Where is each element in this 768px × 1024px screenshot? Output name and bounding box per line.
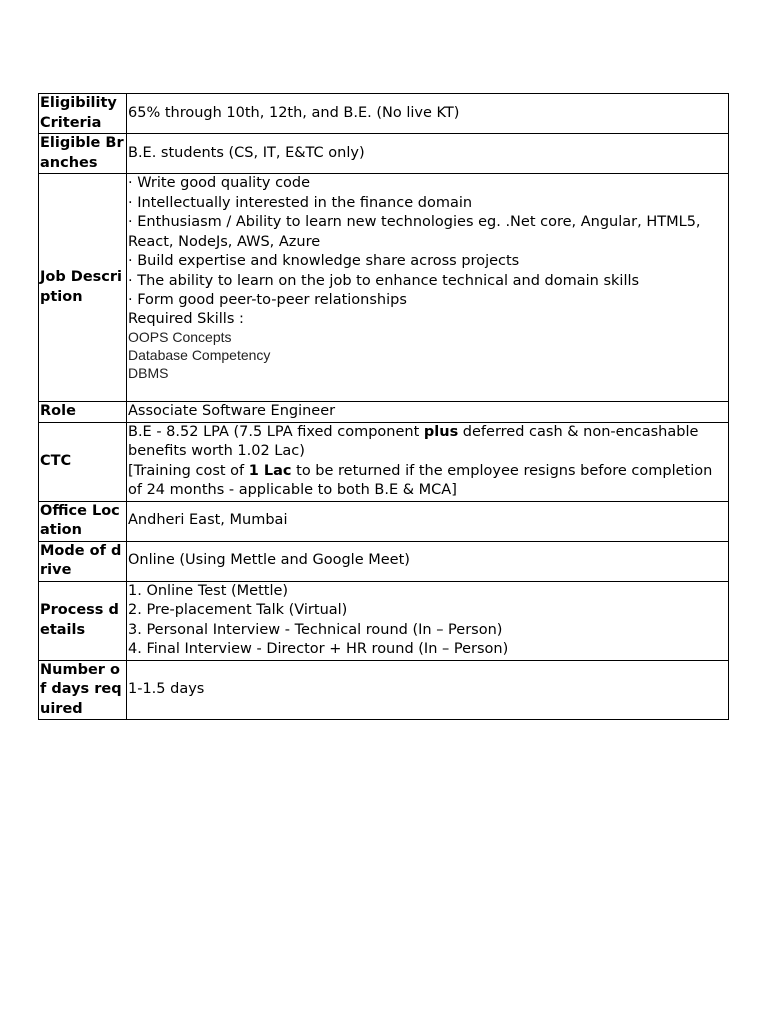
label-branches: Eligible Branches — [39, 134, 127, 174]
process-step: 1. Online Test (Mettle) — [128, 582, 289, 599]
label-ctc: CTC — [39, 422, 127, 501]
jd-bullet: · Intellectually interested in the finance domain — [128, 194, 473, 211]
row-process-details — [39, 581, 729, 660]
job-details-table — [38, 93, 729, 720]
label-office-location: Office Location — [39, 501, 127, 541]
label-process-details: Process details — [39, 581, 127, 660]
process-step: 4. Final Interview - Director + HR round (In – Person) — [128, 641, 509, 657]
jd-bullet: · Form good peer-to-peer relationships — [128, 292, 407, 308]
process-step: 2. Pre-placement Talk (Virtual) — [128, 602, 348, 618]
row-mode-of-drive — [39, 541, 729, 581]
label-days-required: Number of days required — [39, 660, 127, 720]
value-days-required: 1-1.5 days — [127, 660, 729, 720]
value-branches: B.E. students (CS, IT, E&TC only) — [127, 134, 729, 174]
ctc-training-cost — [128, 462, 728, 501]
row-ctc — [39, 422, 729, 501]
value-eligibility: 65% through 10th, 12th, and B.E. (No live KT) — [127, 94, 729, 134]
skill-item: DBMS — [128, 364, 169, 381]
ctc-training-text: [Training cost of — [128, 462, 249, 479]
value-mode-of-drive: Online (Using Mettle and Google Meet) — [127, 541, 729, 581]
jd-bullet: · The ability to learn on the job to enhance technical and domain skills — [128, 272, 640, 289]
value-process-details — [127, 581, 729, 660]
row-job-description — [39, 174, 729, 402]
value-job-description — [127, 174, 729, 402]
label-eligibility: Eligibility Criteria — [39, 94, 127, 134]
process-step: 3. Personal Interview - Technical round (In – Person) — [128, 621, 503, 638]
ctc-package-bold: plus — [423, 423, 459, 440]
ctc-package-text: B.E - 8.52 LPA (7.5 LPA fixed component — [128, 423, 424, 440]
ctc-package — [128, 423, 728, 462]
jd-bullet: · Build expertise and knowledge share across projects — [128, 253, 520, 269]
row-role — [39, 402, 729, 423]
row-eligibility — [39, 94, 729, 134]
row-office-location — [39, 501, 729, 541]
ctc-training-text-2: to be returned if the employee resigns before completion of 24 months - applicable to both B.E & MCA] — [128, 462, 713, 498]
label-mode-of-drive: Mode of drive — [39, 541, 127, 581]
row-branches — [39, 134, 729, 174]
ctc-package-text-2: deferred cash & non-encashable benefits worth 1.02 Lac) — [128, 423, 699, 459]
label-job-description: Job Description — [39, 174, 127, 402]
value-ctc — [127, 422, 729, 501]
value-role: Associate Software Engineer — [127, 402, 729, 423]
skills-heading: Required Skills : — [128, 310, 244, 327]
jd-bullet: · Enthusiasm / Ability to learn new technologies eg. .Net core, Angular, HTML5, React, NodeJs, AWS, Azure — [128, 214, 701, 250]
row-days-required — [39, 660, 729, 720]
skill-item: Database Competency — [128, 346, 271, 363]
label-role: Role — [39, 402, 127, 423]
value-office-location: Andheri East, Mumbai — [127, 501, 729, 541]
jd-bullet: · Write good quality code — [128, 175, 311, 191]
ctc-training-bold: 1 Lac — [248, 462, 292, 479]
skill-item: OOPS Concepts — [128, 328, 232, 345]
